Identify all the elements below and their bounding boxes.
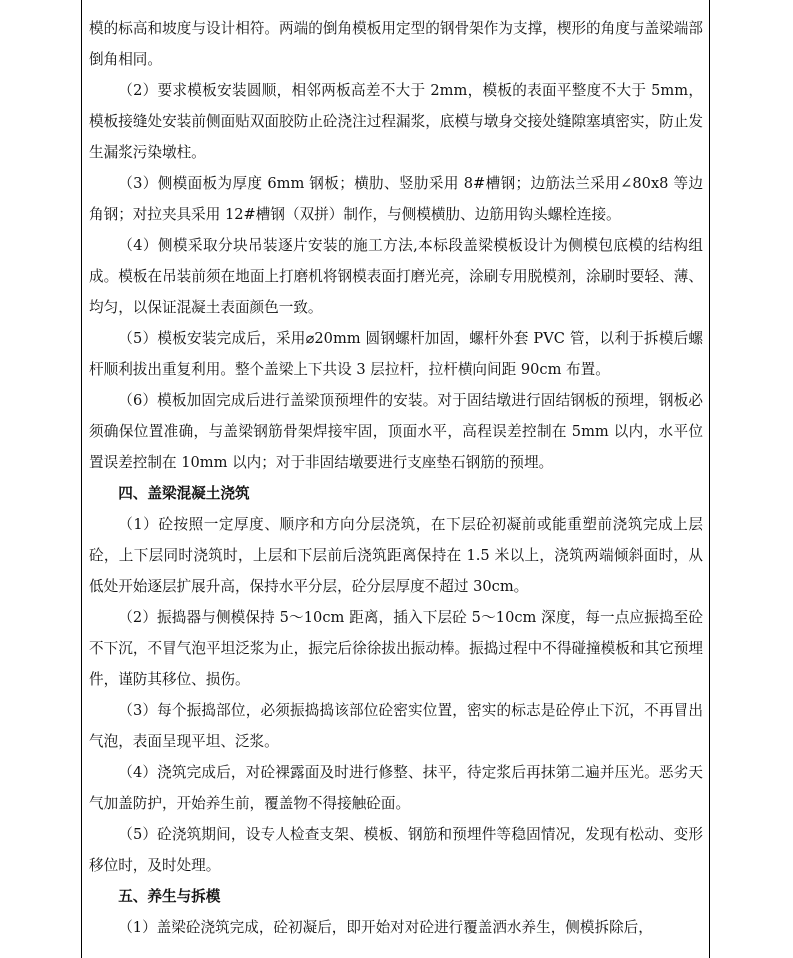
paragraph-item-4: （4）侧模采取分块吊装逐片安装的施工方法,本标段盖梁模板设计为侧模包底模的结构组成。模板在吊装前须在地面上打磨机将钢模表面打磨光亮，涂刷专用脱模剂，涂刷时要轻、薄、均匀，以保证混凝土表面颜色一致。 [89,237,703,316]
paragraph-pour-3: （3）每个振捣部位，必须振捣捣该部位砼密实位置，密实的标志是砼停止下沉，不再冒出气泡，表面呈现平坦、泛浆。 [89,702,703,750]
paragraph-pour-4: （4）浇筑完成后，对砼裸露面及时进行修整、抹平，待定浆后再抹第二遍并压光。恶劣天气加盖防护，开始养生前，覆盖物不得接触砼面。 [89,764,703,812]
paragraph-pour-2: （2）振捣器与侧模保持 5～10cm 距离，插入下层砼 5～10cm 深度，每一点应振捣至砼不下沉，不冒气泡平坦泛浆为止，振完后徐徐拔出振动棒。振捣过程中不得碰撞模板和其它预埋件，谨防其移位、损伤。 [89,609,703,688]
document-body [89,13,703,943]
paragraph-item-2: （2）要求模板安装圆顺，相邻两板高差不大于 2mm，模板的表面平整度不大于 5mm，模板接缝处安装前侧面贴双面胶防止砼浇注过程漏浆，底模与墩身交接处缝隙塞填密实，防止发生漏浆污染墩柱。 [89,82,703,161]
paragraph-item-6: （6）模板加固完成后进行盖梁顶预埋件的安装。对于固结墩进行固结钢板的预埋，钢板必须确保位置准确，与盖梁钢筋骨架焊接牢固，顶面水平，高程误差控制在 5mm 以内，水平位置误差控制在 10mm 以内；对于非固结墩要进行支座垫石钢筋的预埋。 [89,392,703,471]
paragraph-item-3: （3）侧模面板为厚度 6mm 钢板；横肋、竖肋采用 8#槽钢；边筋法兰采用∠80x8 等边角钢；对拉夹具采用 12#槽钢（双拼）制作，与侧模横肋、边筋用钩头螺栓连接。 [89,175,703,223]
paragraph-item-5: （5）模板安装完成后，采用⌀20mm 圆钢螺杆加固，螺杆外套 PVC 管，以利于拆模后螺杆顺利拔出重复利用。整个盖梁上下共设 3 层拉杆，拉杆横向间距 90cm 布置。 [89,330,703,378]
paragraph-pour-5: （5）砼浇筑期间，设专人检查支架、模板、钢筋和预埋件等稳固情况，发现有松动、变形移位时，及时处理。 [89,826,703,874]
paragraph-continuation: 模的标高和坡度与设计相符。两端的倒角模板用定型的钢骨架作为支撑，楔形的角度与盖梁端部倒角相同。 [89,20,703,68]
section-heading-5: 五、养生与拆模 [118,888,221,905]
paragraph-curing-1: （1）盖梁砼浇筑完成，砼初凝后，即开始对对砼进行覆盖洒水养生，侧模拆除后， [118,919,653,936]
paragraph-pour-1: （1）砼按照一定厚度、顺序和方向分层浇筑，在下层砼初凝前或能重塑前浇筑完成上层砼，上下层同时浇筑时，上层和下层前后浇筑距离保持在 1.5 米以上，浇筑两端倾斜面时，从低处开始逐层扩展升高，保持水平分层，砼分层厚度不超过 30cm。 [89,516,703,595]
section-heading-4: 四、盖梁混凝土浇筑 [118,485,250,502]
